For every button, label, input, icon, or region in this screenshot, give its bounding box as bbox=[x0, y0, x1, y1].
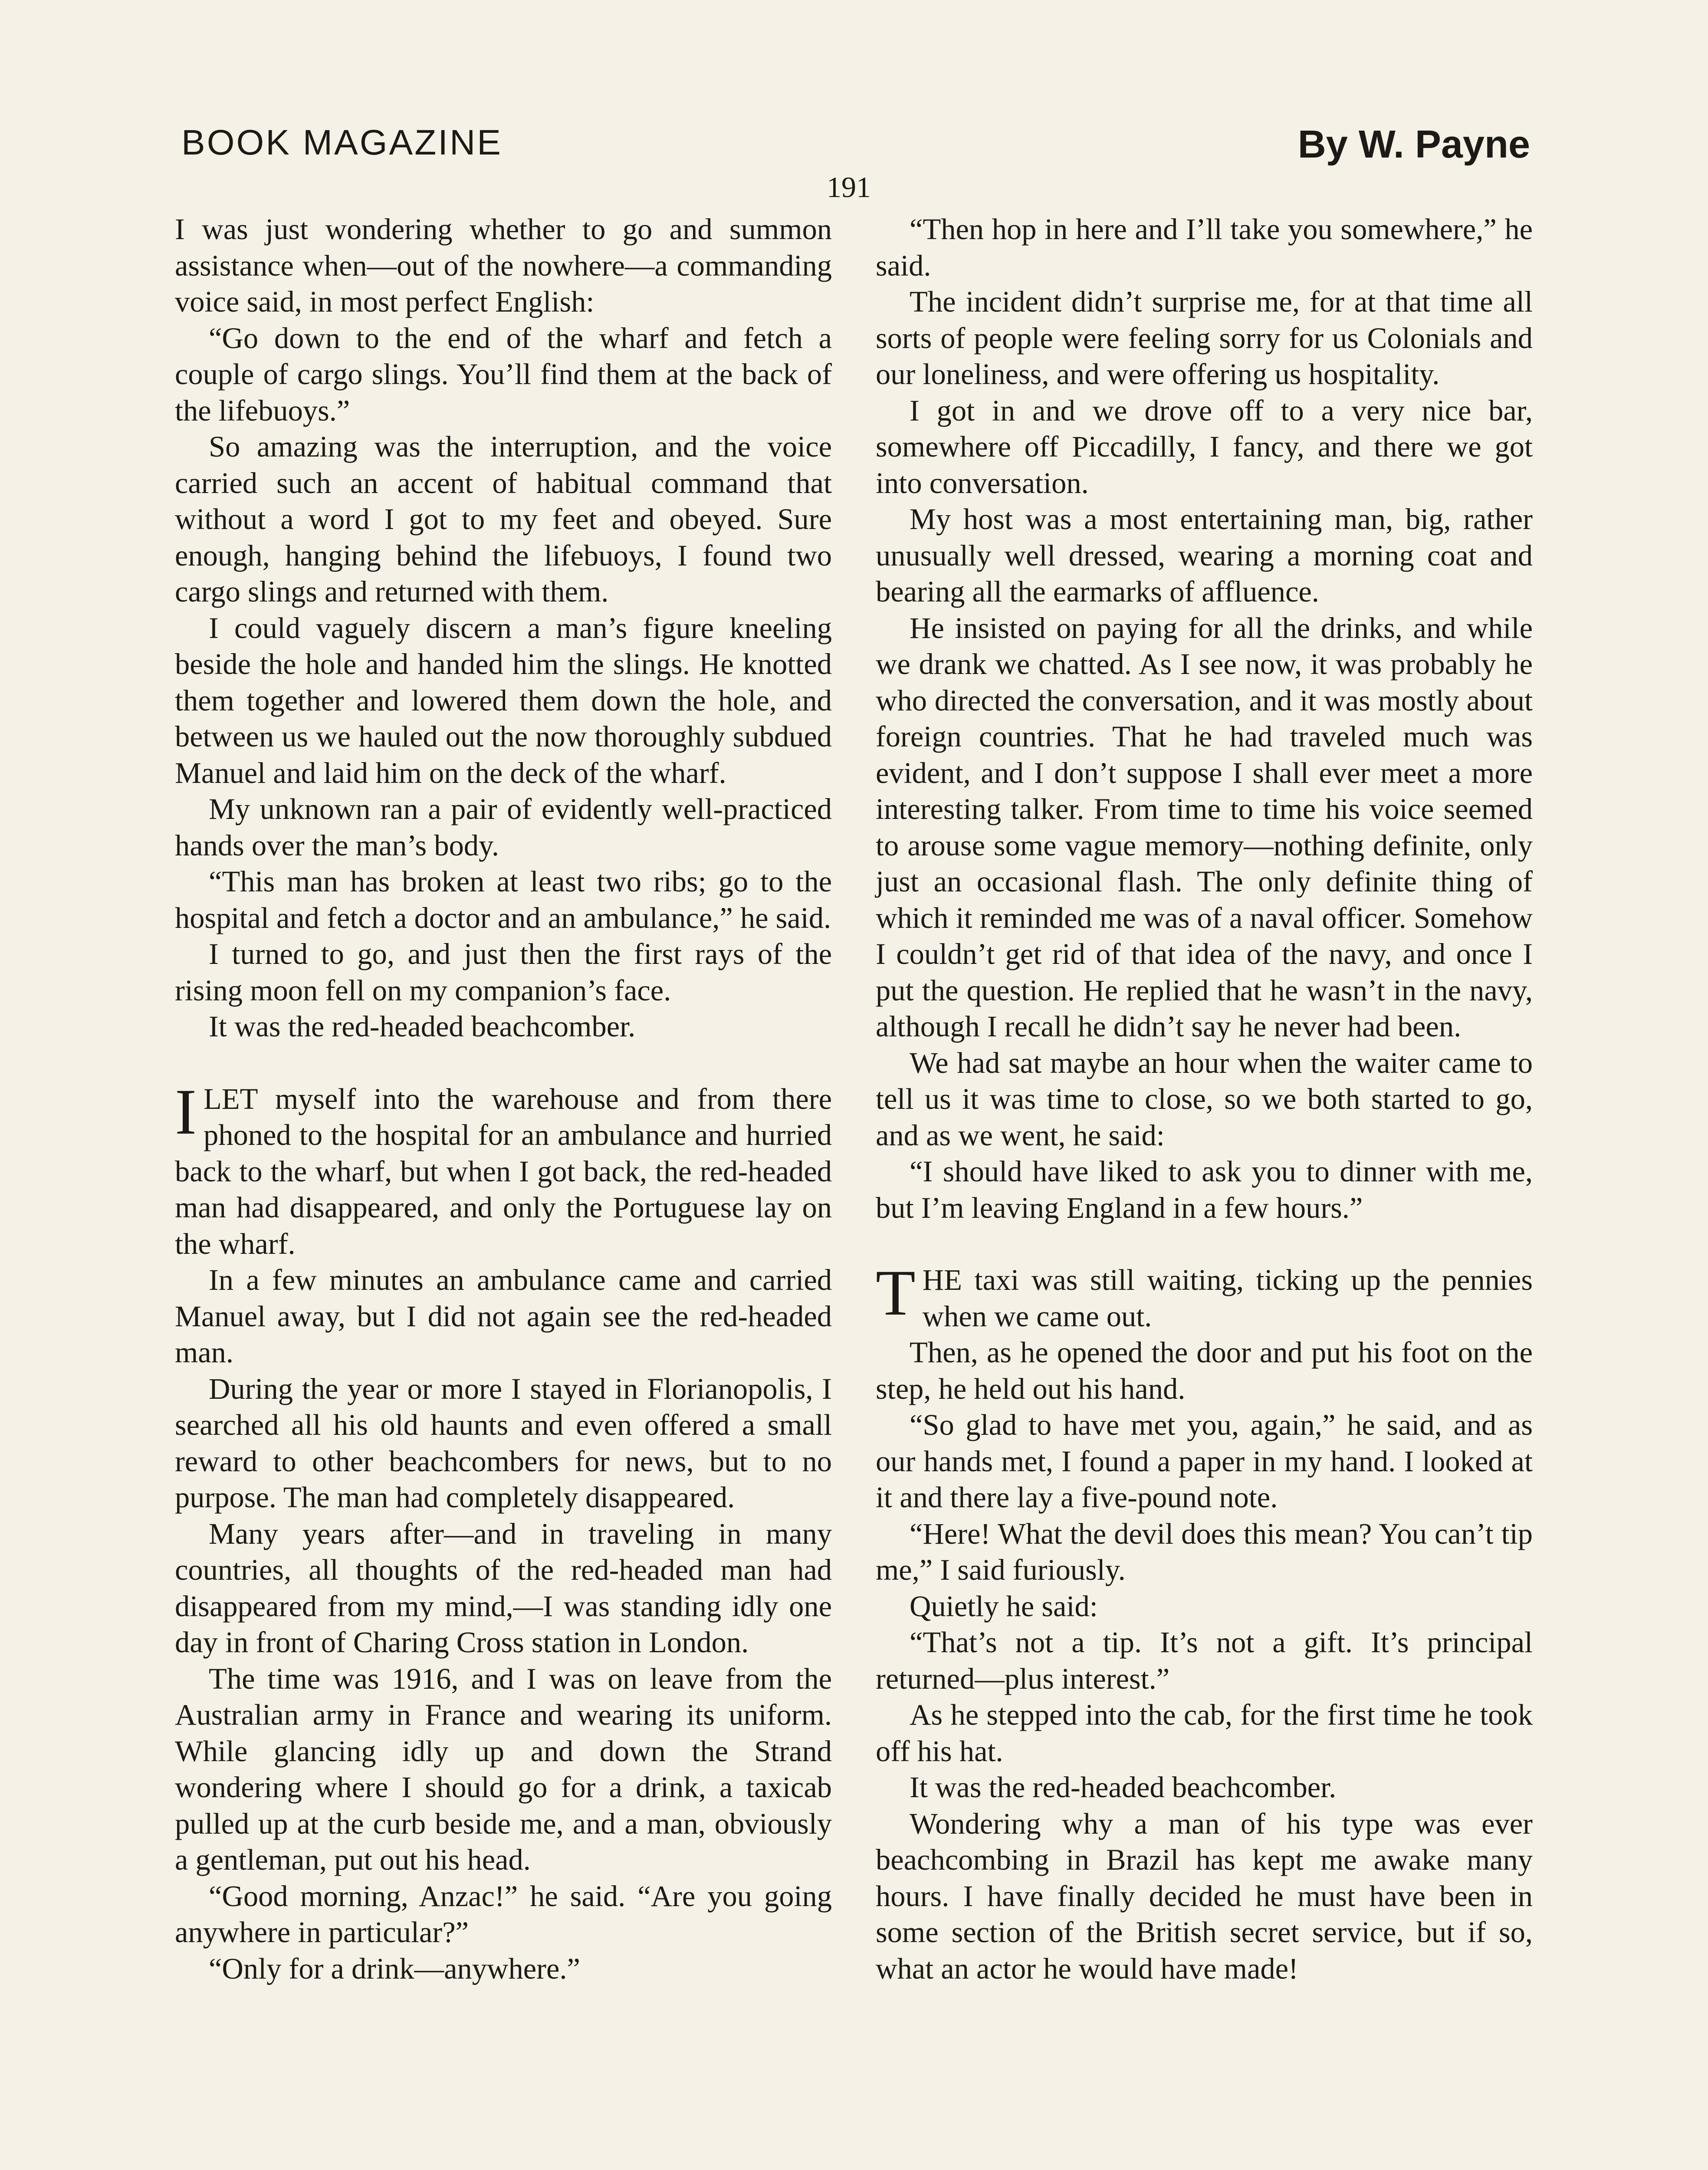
paragraph: “Here! What the devil does this mean? You can’t tip me,” I said furiously. bbox=[876, 1517, 1533, 1586]
paragraph: Quietly he said: bbox=[910, 1589, 1098, 1623]
paragraph: “I should have liked to ask you to dinner with me, but I’m leaving England in a few hours.” bbox=[876, 1155, 1533, 1224]
author-byline: By W. Payne bbox=[1297, 123, 1530, 166]
paragraph: We had sat maybe an hour when the waiter came to tell us it was time to close, so we both started to go, and as we went, he said: bbox=[876, 1046, 1533, 1152]
paragraph: “That’s not a tip. It’s not a gift. It’s principal returned—plus interest.” bbox=[876, 1626, 1533, 1695]
paragraph: “Go down to the end of the wharf and fetch a couple of cargo slings. You’ll find them at the back of the lifebuoys.” bbox=[175, 321, 832, 427]
paragraph: “This man has broken at least two ribs; go to the hospital and fetch a doctor and an ambulance,” he said. bbox=[175, 865, 832, 934]
paragraph: It was the red-headed beachcomber. bbox=[910, 1771, 1337, 1804]
paragraph: In a few minutes an ambulance came and carried Manuel away, but I did not again see the red-headed man. bbox=[175, 1263, 832, 1369]
paragraph: The time was 1916, and I was on leave from the Australian army in France and wearing its uniform. While glancing idly up and down the Strand wondering where I should go for a drink, a taxicab pulled up at the curb beside me, and a man, obviously a gentleman, put out his head. bbox=[175, 1662, 832, 1876]
paragraph: The incident didn’t surprise me, for at that time all sorts of people were feeling sorry for us Colonials and our loneliness, and were offering us hospitality. bbox=[876, 285, 1533, 391]
left-column bbox=[175, 211, 832, 1987]
paragraph: My unknown ran a pair of evidently well-practiced hands over the man’s body. bbox=[175, 792, 832, 862]
paragraph: I got in and we drove off to a very nice bar, somewhere off Piccadilly, I fancy, and there we got into conversation. bbox=[876, 394, 1533, 500]
paragraph: I was just wondering whether to go and summon assistance when—out of the nowhere—a commanding voice said, in most perfect English: bbox=[175, 213, 832, 318]
paragraph: “Only for a drink—anywhere.” bbox=[209, 1952, 580, 1985]
paragraph: “So glad to have met you, again,” he said, and as our hands met, I found a paper in my hand. I looked at it and there lay a five-pound note. bbox=[876, 1408, 1533, 1514]
section-opening-paragraph bbox=[175, 1075, 832, 1263]
paragraph: He insisted on paying for all the drinks, and while we drank we chatted. As I see now, it was probably he who directed the conversation, and it was mostly about foreign countries. That he had traveled much was evident, and I don’t suppose I shall ever meet a more interesting talker. From time to time his voice seemed to arouse some vague memory—nothing definite, only just an occasional flash. The only definite thing of which it reminded me was of a naval officer. Somehow I couldn’t get rid of that idea of the navy, and once I put the question. He replied that he wasn’t in the navy, although I recall he didn’t say he never had been. bbox=[876, 611, 1533, 1043]
paragraph: My host was a most entertaining man, big, rather unusually well dressed, wearing a morning coat and bearing all the earmarks of affluence. bbox=[876, 503, 1533, 608]
paragraph: I could vaguely discern a man’s figure kneeling beside the hole and handed him the slings. He knotted them together and lowered them down the hole, and between us we hauled out the now thoroughly subdued Manuel and laid him on the deck of the wharf. bbox=[175, 611, 832, 789]
paragraph: I turned to go, and just then the first rays of the rising moon fell on my companion’s face. bbox=[175, 937, 832, 1007]
page-number: 191 bbox=[827, 171, 871, 204]
paragraph: So amazing was the interruption, and the voice carried such an accent of habitual command that without a word I got to my feet and obeyed. Sure enough, hanging behind the lifebuoys, I found two cargo slings and returned with them. bbox=[175, 430, 832, 608]
paragraph-text: LET myself into the warehouse and from there phoned to the hospital for an ambulance and hurried back to the wharf, but when I got back, the red-headed man had disappeared, and only the Portuguese lay on the wharf. bbox=[175, 1082, 832, 1260]
drop-cap: T bbox=[876, 1257, 916, 1329]
paragraph: “Good morning, Anzac!” he said. “Are you going anywhere in particular?” bbox=[175, 1879, 832, 1949]
paragraph: During the year or more I stayed in Florianopolis, I searched all his old haunts and even offered a small reward to other beachcombers for news, but to no purpose. The man had completely disappeared. bbox=[175, 1372, 832, 1514]
paragraph: Then, as he opened the door and put his foot on the step, he held out his hand. bbox=[876, 1336, 1533, 1405]
right-column bbox=[876, 211, 1533, 1987]
paragraph: Wondering why a man of his type was ever beachcombing in Brazil has kept me awake many hours. I have finally decided he must have been in some section of the British secret service, but if so, what an actor he would have made! bbox=[876, 1807, 1533, 1985]
paragraph: Many years after—and in traveling in many countries, all thoughts of the red-headed man had disappeared from my mind,—I was standing idly one day in front of Charing Cross station in London. bbox=[175, 1517, 832, 1659]
magazine-title: BOOK MAGAZINE bbox=[181, 123, 503, 162]
paragraph-text: HE taxi was still waiting, ticking up the pennies when we came out. bbox=[922, 1263, 1533, 1333]
section-opening-paragraph bbox=[876, 1257, 1533, 1335]
paragraph: It was the red-headed beachcomber. bbox=[209, 1010, 636, 1043]
drop-cap: I bbox=[175, 1075, 197, 1148]
paragraph: As he stepped into the cab, for the first time he took off his hat. bbox=[876, 1698, 1533, 1768]
paragraph: “Then hop in here and I’ll take you somewhere,” he said. bbox=[876, 213, 1533, 282]
